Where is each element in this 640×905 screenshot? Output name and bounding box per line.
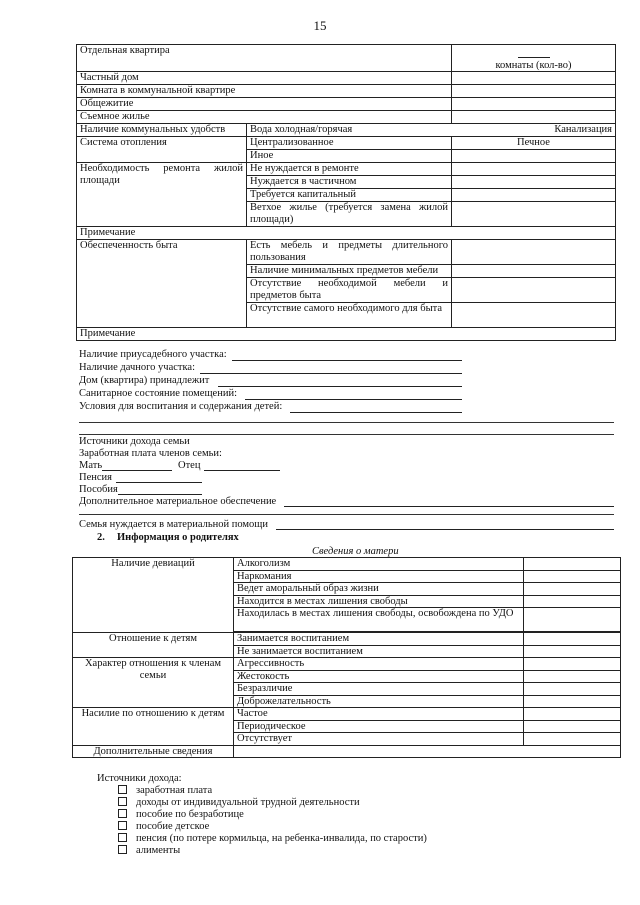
- other-heating-label: Иное: [247, 150, 452, 163]
- supply-value-4[interactable]: [452, 303, 616, 328]
- checkbox[interactable]: [118, 797, 127, 806]
- list-item[interactable]: [118, 821, 209, 832]
- supply-option-4: Отсутствие самого необходимого для быта: [247, 303, 452, 328]
- mother-salary-field[interactable]: [102, 470, 172, 471]
- owner-field[interactable]: [218, 386, 462, 387]
- salary-label: Заработная плата членов семьи:: [79, 448, 222, 459]
- list-item-label: заработная плата: [136, 785, 213, 796]
- dev-option-3: Ведет аморальный образ жизни: [234, 583, 524, 596]
- dev-option-4: Находится в местах лишения свободы: [234, 595, 524, 608]
- ch-value-4[interactable]: [524, 695, 621, 708]
- dev-option-2: Наркомания: [234, 570, 524, 583]
- mother-info-title: Сведения о матери: [312, 546, 399, 557]
- list-item-label: доходы от индивидуальной трудной деятельности: [136, 797, 360, 808]
- list-item[interactable]: [118, 797, 360, 808]
- mother-label: Мать: [79, 460, 103, 471]
- ch-option-3: Безразличие: [234, 683, 524, 696]
- list-item-label: пенсия (по потере кормильца, на ребенка-инвалида, по старости): [136, 833, 427, 844]
- additional-support-field[interactable]: [284, 506, 614, 507]
- additional-support-line-2[interactable]: [79, 514, 614, 515]
- benefits-label: Пособия: [79, 484, 118, 495]
- v-value-2[interactable]: [524, 720, 621, 733]
- checkbox[interactable]: [118, 785, 127, 794]
- repair-value-3[interactable]: [452, 189, 616, 202]
- dev-value-4[interactable]: [524, 595, 621, 608]
- ch-option-1: Агрессивность: [234, 658, 524, 671]
- list-item-label: пособие по безработице: [136, 809, 244, 820]
- pension-field[interactable]: [116, 482, 202, 483]
- parents-table: [72, 557, 621, 758]
- character-label: Характер отношения к членам семьи: [73, 658, 234, 708]
- checkbox[interactable]: [118, 845, 127, 854]
- supply-value-1[interactable]: [452, 240, 616, 265]
- conditions-field[interactable]: [290, 412, 462, 413]
- conditions-line-3[interactable]: [79, 434, 614, 435]
- v-option-2: Периодическое: [234, 720, 524, 733]
- water-label: Вода холодная/горячая: [250, 124, 353, 135]
- conditions-line-2[interactable]: [79, 422, 614, 423]
- list-item[interactable]: [118, 809, 244, 820]
- section-title: Информация о родителях: [117, 532, 239, 543]
- utilities-cell: [247, 124, 616, 137]
- separate-apartment-label: Отдельная квартира: [77, 45, 452, 72]
- stove-heating-label: Печное: [452, 137, 616, 150]
- ch-option-4: Доброжелательность: [234, 695, 524, 708]
- private-house-label: Частный дом: [77, 72, 452, 85]
- supply-label: Обеспеченность быта: [77, 240, 247, 328]
- repair-value-4[interactable]: [452, 202, 616, 227]
- ch-option-2: Жестокость: [234, 670, 524, 683]
- checkbox[interactable]: [118, 809, 127, 818]
- section-number: 2.: [97, 532, 105, 543]
- checkbox[interactable]: [118, 821, 127, 830]
- income-sources-label: Источники дохода семьи: [79, 436, 190, 447]
- attitude-label: Отношение к детям: [73, 633, 234, 658]
- communal-room-value[interactable]: [452, 85, 616, 98]
- rented-label: Съемное жилье: [77, 111, 452, 124]
- income-sources-title: Источники дохода:: [97, 773, 182, 784]
- dev-option-5: Находилась в местах лишения свободы, освобождена по УДО: [234, 608, 524, 632]
- dev-value-5[interactable]: [524, 608, 621, 632]
- dacha-label: Наличие дачного участка:: [79, 362, 195, 373]
- repair-label: Необходимость ремонта жилой площади: [77, 163, 247, 227]
- repair-option-3: Требуется капитальный: [247, 189, 452, 202]
- ch-value-1[interactable]: [524, 658, 621, 671]
- dormitory-label: Общежитие: [77, 98, 452, 111]
- list-item-label: пособие детское: [136, 821, 210, 832]
- att-value-2[interactable]: [524, 645, 621, 658]
- v-option-1: Частое: [234, 708, 524, 721]
- att-option-1: Занимается воспитанием: [234, 633, 524, 646]
- private-house-value[interactable]: [452, 72, 616, 85]
- repair-value-2[interactable]: [452, 176, 616, 189]
- checkbox[interactable]: [118, 833, 127, 842]
- dev-value-1[interactable]: [524, 558, 621, 571]
- ch-value-2[interactable]: [524, 670, 621, 683]
- list-item[interactable]: [118, 785, 212, 796]
- plot-label: Наличие приусадебного участка:: [79, 349, 227, 360]
- supply-option-3: Отсутствие необходимой мебели и предметов быта: [247, 278, 452, 303]
- list-item[interactable]: [118, 833, 427, 844]
- other-heating-value[interactable]: [452, 150, 616, 163]
- pension-label: Пенсия: [79, 472, 112, 483]
- rented-value[interactable]: [452, 111, 616, 124]
- rooms-count-label: комнаты (кол-во): [495, 59, 572, 71]
- supply-option-2: Наличие минимальных предметов мебели: [247, 265, 452, 278]
- dev-option-1: Алкоголизм: [234, 558, 524, 571]
- note-1-label[interactable]: Примечание: [77, 227, 616, 240]
- v-option-3: Отсутствует: [234, 733, 524, 746]
- sanitary-field[interactable]: [245, 399, 462, 400]
- repair-value-1[interactable]: [452, 163, 616, 176]
- list-item[interactable]: [118, 845, 180, 856]
- violence-label: Насилие по отношению к детям: [73, 708, 234, 746]
- att-option-2: Не занимается воспитанием: [234, 645, 524, 658]
- extra-info-value[interactable]: [234, 745, 621, 758]
- dev-value-2[interactable]: [524, 570, 621, 583]
- needs-help-label: Семья нуждается в материальной помощи: [79, 519, 268, 530]
- dacha-field[interactable]: [200, 373, 462, 374]
- supply-value-3[interactable]: [452, 278, 616, 303]
- communal-room-label: Комната в коммунальной квартире: [77, 85, 452, 98]
- dev-value-3[interactable]: [524, 583, 621, 596]
- note-2-label[interactable]: Примечание: [77, 328, 616, 341]
- father-label: Отец: [178, 460, 201, 471]
- sewage-label: Канализация: [554, 124, 613, 135]
- supply-value-2[interactable]: [452, 265, 616, 278]
- housing-table: [76, 44, 616, 341]
- ch-value-3[interactable]: [524, 683, 621, 696]
- owner-label: Дом (квартира) принадлежит: [79, 375, 210, 386]
- central-heating-label: Централизованное: [247, 137, 452, 150]
- rooms-count-cell[interactable]: [452, 45, 616, 72]
- att-value-1[interactable]: [524, 633, 621, 646]
- heating-label: Система отопления: [77, 137, 247, 163]
- v-value-1[interactable]: [524, 708, 621, 721]
- conditions-label: Условия для воспитания и содержания детей:: [79, 401, 283, 412]
- list-item-label: алименты: [136, 845, 181, 856]
- utilities-label: Наличие коммунальных удобств: [77, 124, 247, 137]
- benefits-field[interactable]: [118, 494, 202, 495]
- page-number: 15: [313, 18, 327, 33]
- repair-option-2: Нуждается в частичном: [247, 176, 452, 189]
- father-salary-field[interactable]: [204, 470, 280, 471]
- additional-support-label: Дополнительное материальное обеспечение: [79, 496, 277, 507]
- repair-option-4: Ветхое жилье (требуется замена жилой площади): [247, 202, 452, 227]
- plot-field[interactable]: [232, 360, 462, 361]
- sanitary-label: Санитарное состояние помещений:: [79, 388, 237, 399]
- deviations-label: Наличие девиаций: [73, 558, 234, 633]
- v-value-3[interactable]: [524, 733, 621, 746]
- supply-option-1: Есть мебель и предметы длительного пользования: [247, 240, 452, 265]
- dormitory-value[interactable]: [452, 98, 616, 111]
- needs-help-field[interactable]: [276, 529, 614, 530]
- repair-option-1: Не нуждается в ремонте: [247, 163, 452, 176]
- extra-info-label: Дополнительные сведения: [73, 745, 234, 758]
